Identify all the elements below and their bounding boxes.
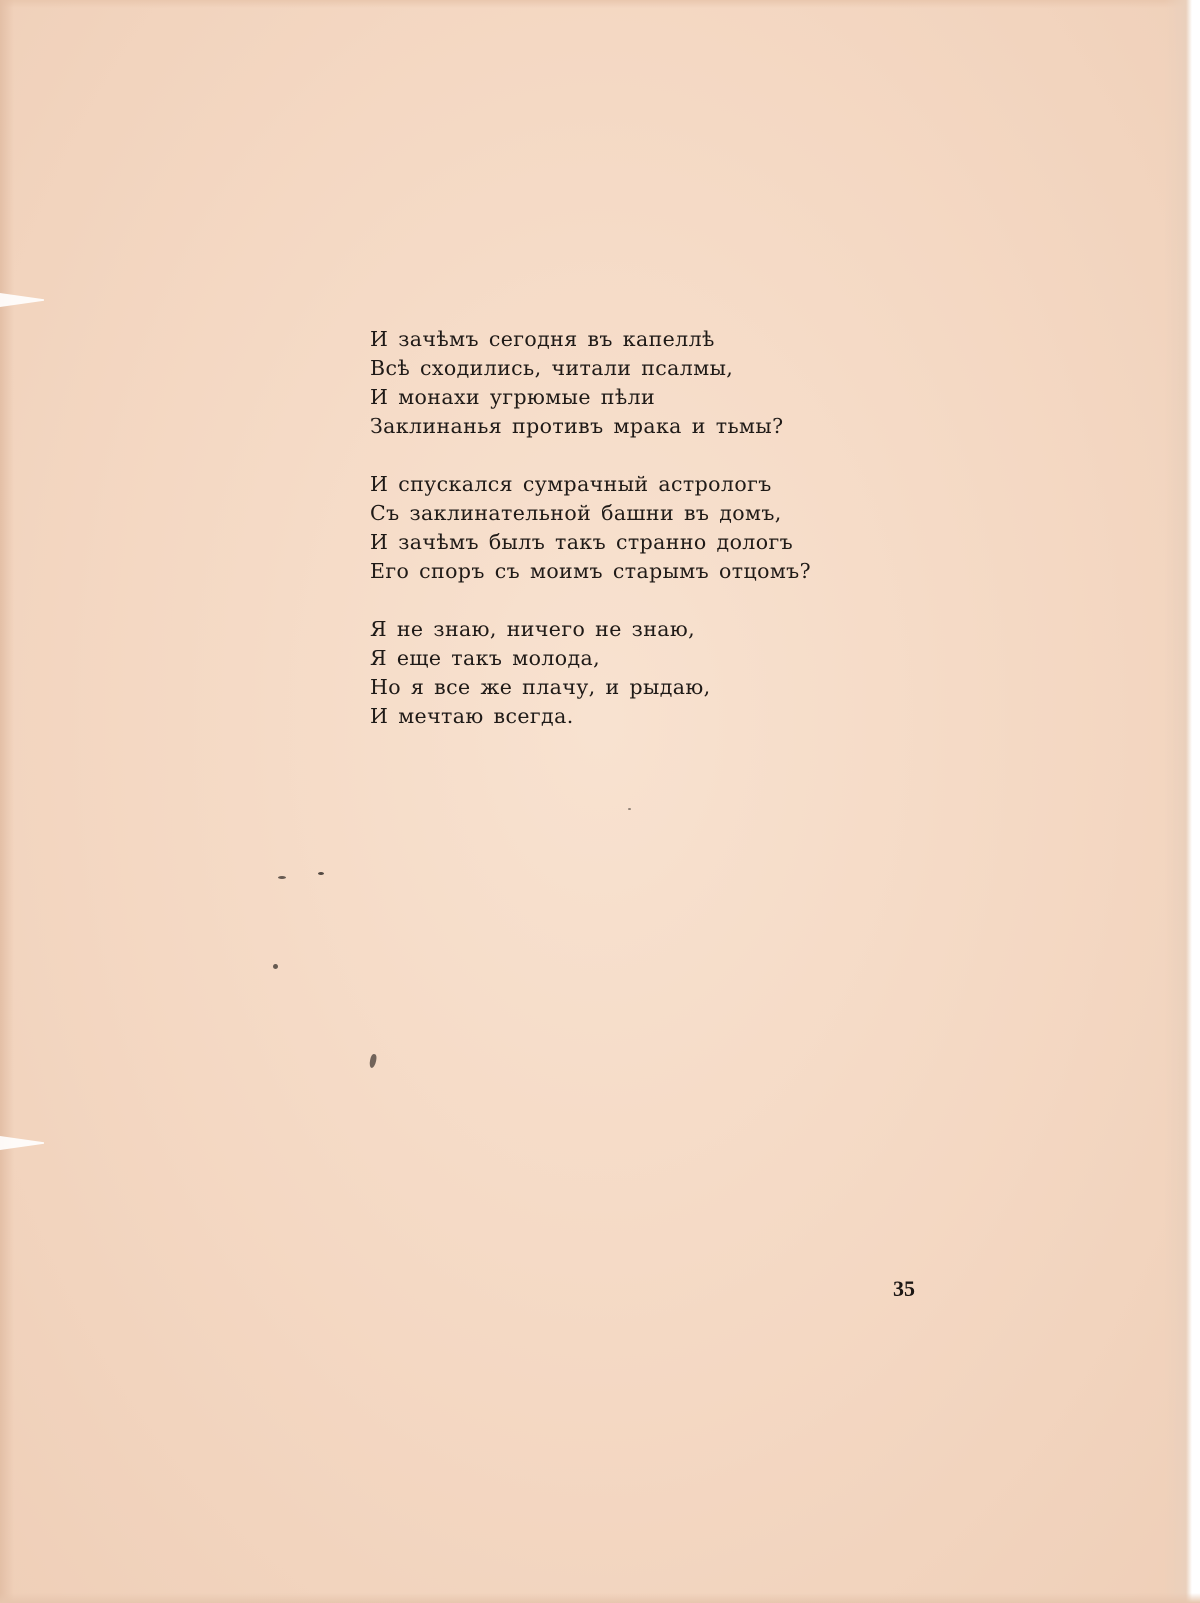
binding-tear	[0, 293, 44, 307]
poem-line: Я еще такъ молода,	[370, 646, 601, 670]
page-edge-top	[0, 0, 1200, 8]
poem-line: И зачѣмъ былъ такъ странно дологъ	[370, 530, 794, 554]
poem-line: И спускался сумрачный астрологъ	[370, 472, 772, 496]
stanza-2	[370, 470, 850, 586]
ink-speck	[273, 964, 278, 969]
poem-line: И монахи угрюмые пѣли	[370, 385, 656, 409]
poem-line: Я не знаю, ничего не знаю,	[370, 617, 696, 641]
binding-tear	[0, 1136, 44, 1150]
page-edge-left	[0, 0, 14, 1603]
page-edge-right	[1164, 0, 1200, 1603]
poem-line: Всѣ сходились, читали псалмы,	[370, 356, 734, 380]
poem	[370, 325, 850, 760]
ink-speck	[318, 872, 324, 875]
poem-line: Но я все же плачу, и рыдаю,	[370, 675, 711, 699]
ink-speck	[278, 876, 286, 879]
poem-line: Заклинанья противъ мрака и тьмы?	[370, 414, 784, 438]
poem-line: Съ заклинательной башни въ домъ,	[370, 501, 782, 525]
poem-line: И мечтаю всегда.	[370, 704, 574, 728]
page-number: 35	[893, 1276, 915, 1301]
poem-line: Его споръ съ моимъ старымъ отцомъ?	[370, 559, 812, 583]
page-edge-bottom	[0, 1593, 1200, 1603]
stanza-1	[370, 325, 850, 441]
ink-speck	[628, 808, 631, 810]
poem-line: И зачѣмъ сегодня въ капеллѣ	[370, 327, 715, 351]
stanza-3	[370, 615, 850, 731]
ink-speck	[369, 1054, 378, 1069]
